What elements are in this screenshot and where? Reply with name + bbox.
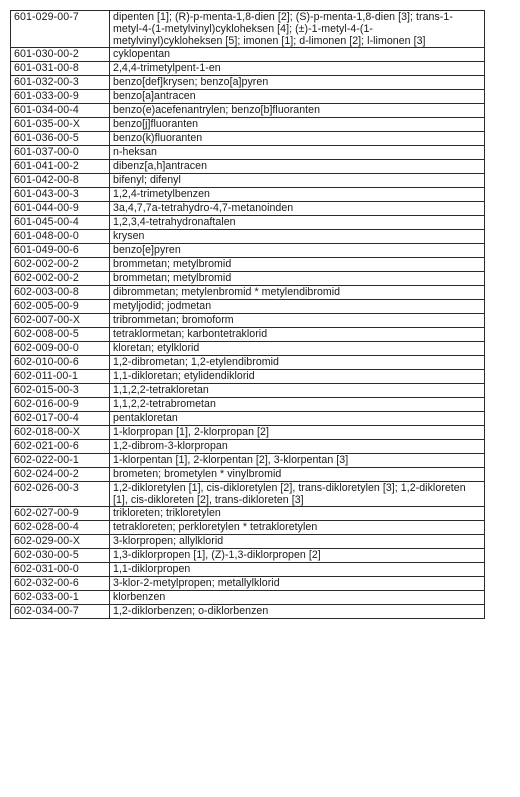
table-row <box>11 118 485 132</box>
table-row <box>11 591 485 605</box>
substance-name-cell: benzo(k)fluoranten <box>110 132 485 146</box>
index-number-cell: 601-045-00-4 <box>11 216 110 230</box>
index-number-cell: 602-010-00-6 <box>11 356 110 370</box>
index-number-cell: 601-034-00-4 <box>11 104 110 118</box>
index-number-cell: 602-011-00-1 <box>11 370 110 384</box>
index-number-cell: 602-007-00-X <box>11 314 110 328</box>
index-number-cell: 602-005-00-9 <box>11 300 110 314</box>
index-number-cell: 601-037-00-0 <box>11 146 110 160</box>
table-row <box>11 535 485 549</box>
substance-name-cell: 1,2,4-trimetylbenzen <box>110 188 485 202</box>
table-body <box>11 11 485 619</box>
table-row <box>11 90 485 104</box>
index-number-cell: 602-008-00-5 <box>11 328 110 342</box>
table-row <box>11 370 485 384</box>
table-row <box>11 216 485 230</box>
index-number-cell: 602-002-00-2 <box>11 272 110 286</box>
table-row <box>11 160 485 174</box>
index-number-cell: 601-029-00-7 <box>11 11 110 48</box>
index-number-cell: 602-027-00-9 <box>11 507 110 521</box>
index-number-cell: 602-030-00-5 <box>11 549 110 563</box>
substance-name-cell: 1,3-diklorpropen [1], (Z)-1,3-diklorpropen [2] <box>110 549 485 563</box>
table-row <box>11 342 485 356</box>
substance-name-cell: benzo[a]antracen <box>110 90 485 104</box>
index-number-cell: 602-017-00-4 <box>11 412 110 426</box>
substance-name-cell: n-heksan <box>110 146 485 160</box>
table-row <box>11 272 485 286</box>
index-number-cell: 602-002-00-2 <box>11 258 110 272</box>
substance-name-cell: 1-klorpropan [1], 2-klorpropan [2] <box>110 426 485 440</box>
index-number-cell: 601-033-00-9 <box>11 90 110 104</box>
index-number-cell: 601-036-00-5 <box>11 132 110 146</box>
substance-name-cell: benzo[j]fluoranten <box>110 118 485 132</box>
substance-name-cell: dibenz[a,h]antracen <box>110 160 485 174</box>
index-number-cell: 602-009-00-0 <box>11 342 110 356</box>
table-row <box>11 202 485 216</box>
index-number-cell: 601-044-00-9 <box>11 202 110 216</box>
substance-name-cell: 1,1-dikloretan; etylidendiklorid <box>110 370 485 384</box>
index-number-cell: 601-030-00-2 <box>11 48 110 62</box>
index-number-cell: 601-035-00-X <box>11 118 110 132</box>
table-row <box>11 384 485 398</box>
index-number-cell: 602-033-00-1 <box>11 591 110 605</box>
substance-name-cell: kloretan; etylklorid <box>110 342 485 356</box>
table-row <box>11 48 485 62</box>
substance-name-cell: bifenyl; difenyl <box>110 174 485 188</box>
substance-name-cell: brommetan; metylbromid <box>110 258 485 272</box>
substance-name-cell: tribrommetan; bromoform <box>110 314 485 328</box>
index-number-cell: 602-026-00-3 <box>11 482 110 507</box>
table-row <box>11 146 485 160</box>
table-row <box>11 577 485 591</box>
substance-name-cell: krysen <box>110 230 485 244</box>
substance-name-cell: benzo[e]pyren <box>110 244 485 258</box>
index-number-cell: 602-003-00-8 <box>11 286 110 300</box>
substance-name-cell: 1,2-diklorbenzen; o-diklorbenzen <box>110 605 485 619</box>
index-number-cell: 602-016-00-9 <box>11 398 110 412</box>
index-number-cell: 602-031-00-0 <box>11 563 110 577</box>
index-number-cell: 601-031-00-8 <box>11 62 110 76</box>
substance-name-cell: 1,2,3,4-tetrahydronaftalen <box>110 216 485 230</box>
index-number-cell: 602-028-00-4 <box>11 521 110 535</box>
chemical-index-table <box>10 10 485 619</box>
table-row <box>11 521 485 535</box>
substance-name-cell: trikloreten; trikloretylen <box>110 507 485 521</box>
table-row <box>11 468 485 482</box>
table-row <box>11 412 485 426</box>
table-row <box>11 132 485 146</box>
table-row <box>11 230 485 244</box>
index-number-cell: 602-018-00-X <box>11 426 110 440</box>
table-row <box>11 454 485 468</box>
table-row <box>11 62 485 76</box>
table-row <box>11 188 485 202</box>
substance-name-cell: tetrakloreten; perkloretylen * tetrakloretylen <box>110 521 485 535</box>
substance-name-cell: tetraklormetan; karbontetraklorid <box>110 328 485 342</box>
table-row <box>11 549 485 563</box>
substance-name-cell: metyljodid; jodmetan <box>110 300 485 314</box>
table-row <box>11 300 485 314</box>
index-number-cell: 601-043-00-3 <box>11 188 110 202</box>
index-number-cell: 602-034-00-7 <box>11 605 110 619</box>
index-number-cell: 601-032-00-3 <box>11 76 110 90</box>
table-row <box>11 398 485 412</box>
table-row <box>11 258 485 272</box>
substance-name-cell: 1,2-dikloretylen [1], cis-dikloretylen [2], trans-dikloretylen [3]; 1,2-dikloreten [1], cis-dikloreten [2], trans-dikloreten [3] <box>110 482 485 507</box>
substance-name-cell: benzo(e)acefenantrylen; benzo[b]fluoranten <box>110 104 485 118</box>
table-row <box>11 11 485 48</box>
table-row <box>11 174 485 188</box>
substance-name-cell: 3-klorpropen; allylklorid <box>110 535 485 549</box>
table-row <box>11 507 485 521</box>
table-row <box>11 76 485 90</box>
table-row <box>11 104 485 118</box>
substance-name-cell: pentakloretan <box>110 412 485 426</box>
substance-name-cell: klorbenzen <box>110 591 485 605</box>
substance-name-cell: 1,1,2,2-tetrabrometan <box>110 398 485 412</box>
substance-name-cell: 1,2-dibrom-3-klorpropan <box>110 440 485 454</box>
document-page <box>10 10 484 619</box>
index-number-cell: 602-024-00-2 <box>11 468 110 482</box>
substance-name-cell: 3-klor-2-metylpropen; metallylklorid <box>110 577 485 591</box>
index-number-cell: 602-032-00-6 <box>11 577 110 591</box>
substance-name-cell: 1-klorpentan [1], 2-klorpentan [2], 3-klorpentan [3] <box>110 454 485 468</box>
substance-name-cell: brommetan; metylbromid <box>110 272 485 286</box>
table-row <box>11 314 485 328</box>
substance-name-cell: 1,1-diklorpropen <box>110 563 485 577</box>
index-number-cell: 601-048-00-0 <box>11 230 110 244</box>
table-row <box>11 244 485 258</box>
index-number-cell: 601-041-00-2 <box>11 160 110 174</box>
index-number-cell: 601-042-00-8 <box>11 174 110 188</box>
table-row <box>11 482 485 507</box>
index-number-cell: 601-049-00-6 <box>11 244 110 258</box>
substance-name-cell: 2,4,4-trimetylpent-1-en <box>110 62 485 76</box>
substance-name-cell: 3a,4,7,7a-tetrahydro-4,7-metanoinden <box>110 202 485 216</box>
substance-name-cell: 1,2-dibrometan; 1,2-etylendibromid <box>110 356 485 370</box>
substance-name-cell: brometen; brometylen * vinylbromid <box>110 468 485 482</box>
substance-name-cell: 1,1,2,2-tetrakloretan <box>110 384 485 398</box>
table-row <box>11 440 485 454</box>
substance-name-cell: dipenten [1]; (R)-p-menta-1,8-dien [2]; (S)-p-menta-1,8-dien [3]; trans-1-metyl-4-(1-metylvinyl)cykloheksen [4]; (±)-1-metyl-4-(1-metylvinyl)cykloheksen [5]; imonen [1]; d-limonen [2]; l-limonen [3] <box>110 11 485 48</box>
index-number-cell: 602-015-00-3 <box>11 384 110 398</box>
substance-name-cell: cyklopentan <box>110 48 485 62</box>
table-row <box>11 328 485 342</box>
table-row <box>11 605 485 619</box>
index-number-cell: 602-022-00-1 <box>11 454 110 468</box>
index-number-cell: 602-021-00-6 <box>11 440 110 454</box>
table-row <box>11 563 485 577</box>
substance-name-cell: dibrommetan; metylenbromid * metylendibromid <box>110 286 485 300</box>
table-row <box>11 426 485 440</box>
substance-name-cell: benzo[def]krysen; benzo[a]pyren <box>110 76 485 90</box>
table-row <box>11 356 485 370</box>
index-number-cell: 602-029-00-X <box>11 535 110 549</box>
table-row <box>11 286 485 300</box>
